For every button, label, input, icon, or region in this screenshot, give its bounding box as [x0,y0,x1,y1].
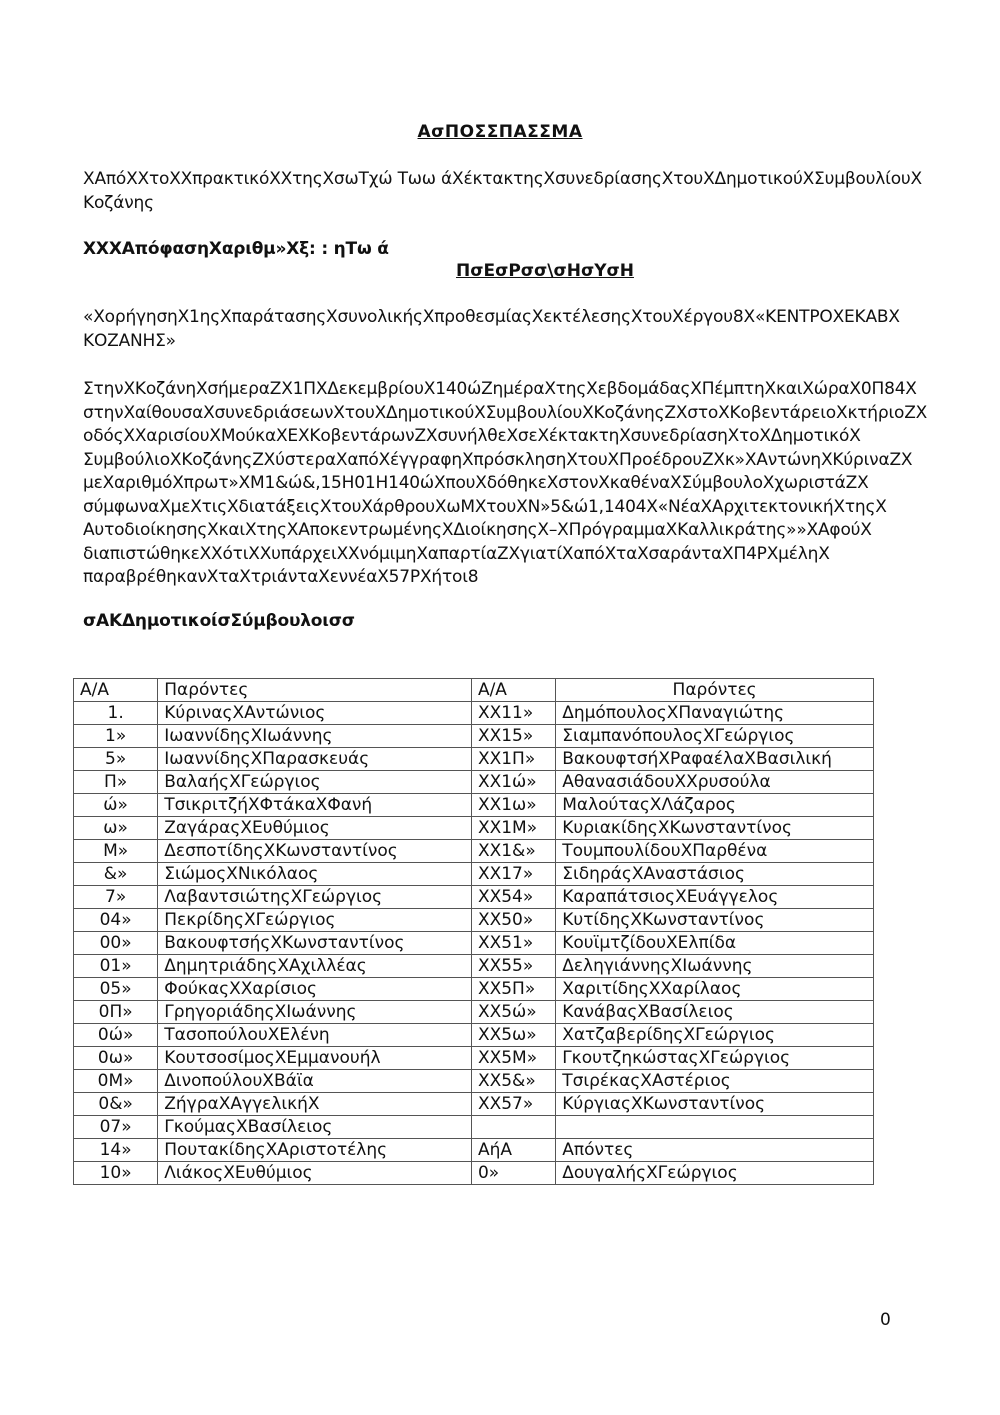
row-number-left: 1» [74,725,158,748]
member-name-right: ΑθανασιάδουΧΧρυσούλα [556,771,874,794]
row-number-left: 00» [74,932,158,955]
row-number-left: 07» [74,1116,158,1139]
subject-heading: ΠσΕσΡσσ\σΗσΥσΗ [456,261,634,281]
row-number-left: 0Π» [74,1001,158,1024]
row-number-right: ΧΧ1ώ» [471,771,555,794]
member-name-left: ΔημητριάδηςΧΑχιλλέας [158,955,472,978]
member-name-right: ΚανάβαςΧΒασίλειος [556,1001,874,1024]
member-name-left: ΔινοπούλουΧΒάϊα [158,1070,472,1093]
row-number-left: Π» [74,771,158,794]
member-name-right: Απόντες [556,1139,874,1162]
row-number-right: ΧΧ54» [471,886,555,909]
row-number-right: ΧΧ11» [471,702,555,725]
member-name-right: ΓκουτζηκώσταςΧΓεώργιος [556,1047,874,1070]
table-row [74,1139,874,1162]
row-number-left: 14» [74,1139,158,1162]
member-name-left: ΛιάκοςΧΕυθύμιος [158,1162,472,1185]
table-row [74,771,874,794]
row-number-left: Μ» [74,840,158,863]
member-name-right: ΤουμπουλίδουΧΠαρθένα [556,840,874,863]
table-row [74,794,874,817]
document-title: ΑσΠΟΣΣΠΑΣΣΜΑ [417,122,583,142]
table-row [74,1070,874,1093]
member-name-right: ΔημόπουλοςΧΠαναγιώτης [556,702,874,725]
header-aa-left: Α/Α [74,679,158,702]
row-number-left: ώ» [74,794,158,817]
member-name-right: ΔεληγιάννηςΧΙωάννης [556,955,874,978]
member-name-left: ΠουτακίδηςΧΑριστοτέλης [158,1139,472,1162]
row-number-right: ΧΧ57» [471,1093,555,1116]
decision-number: ΧΧΧΑπόφασηΧαριθμ»Χξ: : ηΤω ά [83,239,389,259]
table-row [74,1024,874,1047]
table-row [74,1093,874,1116]
row-number-right: ΧΧ5&» [471,1070,555,1093]
row-number-left: 0&» [74,1093,158,1116]
row-number-left: 7» [74,886,158,909]
row-number-left: 0Μ» [74,1070,158,1093]
table-row [74,702,874,725]
row-number-right: ΧΧ5ω» [471,1024,555,1047]
member-name-right: ΔουγαλήςΧΓεώργιος [556,1162,874,1185]
table-row [74,1116,874,1139]
page-number: 0 [880,1310,891,1330]
header-present-right: Παρόντες [556,679,874,702]
extract-line: ΧΑπόΧΧτοΧΧπρακτικόΧΧτηςΧσωΤχώ Τωω άΧέκτακτηςΧσυνεδρίασηςΧτουΧΔημοτικούΧΣυμβουλίουΧ Κοζάνης [83,169,923,213]
member-name-right: ΜαλούταςΧΛάζαρος [556,794,874,817]
member-name-left: ΓκούμαςΧΒασίλειος [158,1116,472,1139]
table-row [74,725,874,748]
member-name-left: ΔεσποτίδηςΧΚωνσταντίνος [158,840,472,863]
table-row [74,1162,874,1185]
row-number-left: 0ω» [74,1047,158,1070]
member-name-left: ΦούκαςΧΧαρίσιος [158,978,472,1001]
member-name-right: ΚυτίδηςΧΚωνσταντίνος [556,909,874,932]
table-row [74,1047,874,1070]
member-name-left: ΒαλαήςΧΓεώργιος [158,771,472,794]
table-row [74,909,874,932]
row-number-right: ΧΧ50» [471,909,555,932]
row-number-left: 01» [74,955,158,978]
member-name-right: ΧατζαβερίδηςΧΓεώργιος [556,1024,874,1047]
row-number-right: ΧΧ5ώ» [471,1001,555,1024]
table-row [74,955,874,978]
table-row [74,863,874,886]
member-name-left: ΖαγάραςΧΕυθύμιος [158,817,472,840]
member-name-left: ΠεκρίδηςΧΓεώργιος [158,909,472,932]
row-number-left: ω» [74,817,158,840]
member-name-right: ΚουϊμτζίδουΧΕλπίδα [556,932,874,955]
row-number-right: ΧΧ1&» [471,840,555,863]
row-number-right: ΧΧ1ω» [471,794,555,817]
member-name-right: ΧαριτίδηςΧΧαρίλαος [556,978,874,1001]
header-present-left: Παρόντες [158,679,472,702]
row-number-right: ΧΧ5Μ» [471,1047,555,1070]
member-name-left: ΙωαννίδηςΧΠαρασκευάς [158,748,472,771]
row-number-right [471,1116,555,1139]
header-aa-right: Α/Α [471,679,555,702]
member-name-left: ΤασοπούλουΧΕλένη [158,1024,472,1047]
member-name-left: ΛαβαντσιώτηςΧΓεώργιος [158,886,472,909]
row-number-right: 0» [471,1162,555,1185]
member-name-left: ΓρηγοριάδηςΧΙωάννης [158,1001,472,1024]
row-number-right: ΧΧ15» [471,725,555,748]
row-number-right: ΧΧ51» [471,932,555,955]
row-number-right: ΧΧ55» [471,955,555,978]
table-row [74,1001,874,1024]
member-name-right: ΚύργιαςΧΚωνσταντίνος [556,1093,874,1116]
row-number-left: 5» [74,748,158,771]
attendance-table [73,678,874,1185]
member-name-right: ΒακουφτσήΧΡαφαέλαΧΒασιλική [556,748,874,771]
table-row [74,932,874,955]
row-number-right: ΧΧ17» [471,863,555,886]
row-number-left: 10» [74,1162,158,1185]
body-paragraph: ΣτηνΧΚοζάνηΧσήμεραΖΧ1ΠΧΔεκεμβρίουΧ140ώΖημέραΧτηςΧεβδομάδαςΧΠέμπτηΧκαιΧώραΧ0Π84Χ στηνΧαίθουσαΧσυνεδριάσεωνΧτουΧΔημοτικούΧΣυμβουλίουΧΚοζάνηςΖΧστοΧΚοβεντάρειοΧκτήριοΖΧ οδόςΧΧαρισίουΧΜούκαΧΕΧΚοβεντάρωνΖΧσυνήλθεΧσεΧέκτακτηΧσυνεδρίασηΧτοΧΔημοτικόΧ ΣυμβούλιοΧΚοζάνηςΖΧύστεραΧαπόΧέγγραφηΧπρόσκλησηΧτουΧΠροέδρουΖΧκ»ΧΑντώνηΧΚύριναΖΧ μεΧαριθμόΧπρωτ»ΧΜ1&ώ&,15Η01Η140ώΧπουΧδόθηκεΧστονΧκαθέναΧΣύμβουλοΧχωριστάΖΧ σύμφωναΧμεΧτιςΧδιατάξειςΧτουΧάρθρουΧωΜΧτουΧΝ»5&ώ1,1404Χ«ΝέαΧΑρχιτεκτονικήΧτηςΧ ΑυτοδιοίκησηςΧκαιΧτηςΧΑποκεντρωμένηςΧΔιοίκησηςΧ–ΧΠρόγραμμαΧΚαλλικράτης»»ΧΑφούΧ διαπιστώθηκεΧΧότιΧΧυπάρχειΧΧνόμιμηΧαπαρτίαΖΧγιατίΧαπόΧταΧσαράνταΧΠ4ΡΧμέληΧ παραβρέθηκανΧταΧτριάνταΧεννέαΧ57ΡΧήτοι8 [83,379,928,587]
member-name-right: ΚυριακίδηςΧΚωνσταντίνος [556,817,874,840]
member-name-right [556,1116,874,1139]
row-number-left: 05» [74,978,158,1001]
row-number-left: &» [74,863,158,886]
member-name-right: ΣιαμπανόπουλοςΧΓεώργιος [556,725,874,748]
member-name-right: ΤσιρέκαςΧΑστέριος [556,1070,874,1093]
member-name-left: ΒακουφτσήςΧΚωνσταντίνος [158,932,472,955]
table-row [74,817,874,840]
row-number-right: ΧΧ1Μ» [471,817,555,840]
member-name-left: ΙωαννίδηςΧΙωάννης [158,725,472,748]
member-name-left: ΤσικριτζήΧΦτάκαΧΦανή [158,794,472,817]
row-number-right: ΑήΑ [471,1139,555,1162]
table-row [74,886,874,909]
row-number-right: ΧΧ1Π» [471,748,555,771]
member-name-left: ΣιώμοςΧΝικόλαος [158,863,472,886]
member-name-right: ΚαραπάτσιοςΧΕυάγγελος [556,886,874,909]
table-row [74,978,874,1001]
member-name-right: ΣιδηράςΧΑναστάσιος [556,863,874,886]
councillors-heading: σΑΚΔημοτικοίσΣύμβουλοισσ [83,611,355,631]
table-row [74,840,874,863]
member-name-left: ΚουτσοσίμοςΧΕμμανουήλ [158,1047,472,1070]
row-number-right: ΧΧ5Π» [471,978,555,1001]
member-name-left: ΖήγραΧΑγγελικήΧ [158,1093,472,1116]
grant-paragraph: «ΧορήγησηΧ1ηςΧπαράτασηςΧσυνολικήςΧπροθεσμίαςΧεκτέλεσηςΧτουΧέργου8Χ«ΚΕΝΤΡΟΧΕΚΑΒΧ ΚΟΖΑΝΗΣ» [83,307,900,351]
member-name-left: ΚύριναςΧΑντώνιος [158,702,472,725]
row-number-left: 1. [74,702,158,725]
table-row [74,748,874,771]
row-number-left: 04» [74,909,158,932]
table-header-row [74,679,874,702]
row-number-left: 0ώ» [74,1024,158,1047]
